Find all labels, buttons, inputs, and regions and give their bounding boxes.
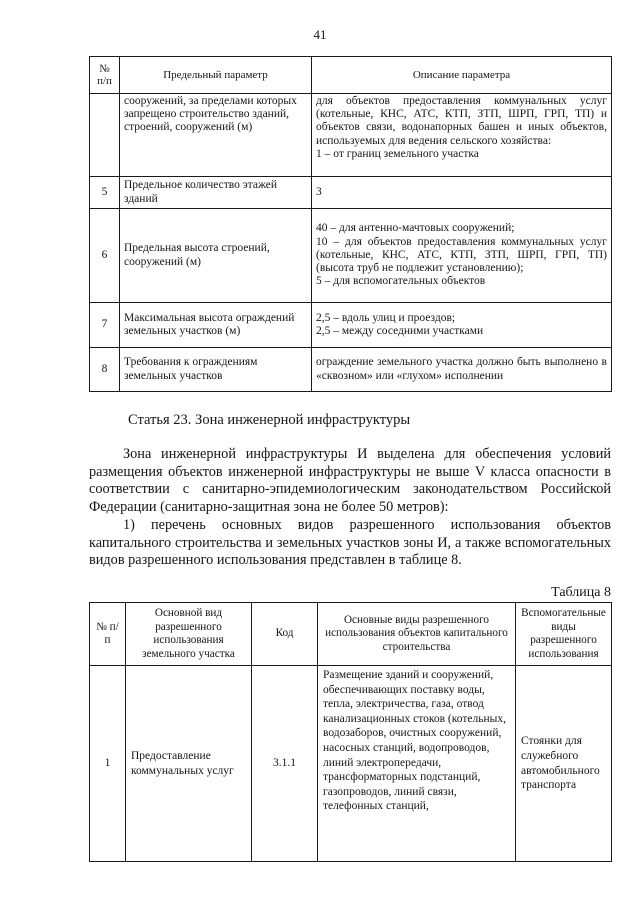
column-header-number: № п/п <box>90 57 120 94</box>
row-number: 6 <box>90 209 120 303</box>
description-cell: 40 – для антенно-мачтовых сооружений; 10 – для объектов предоставления коммунальных услуг (котельные, КНС, АТС, КТП, ЗТП, ШРП, ГРП, ТП) (высота труб не подлежит установлению); 5 – для вспомогательных объектов <box>312 209 612 303</box>
table-row <box>90 177 612 209</box>
column-header-number: № п/п <box>90 603 126 666</box>
description-cell: 3 <box>312 177 612 209</box>
table-header-row <box>90 603 612 666</box>
row-number <box>90 94 120 177</box>
capital-use-cell: Размещение зданий и сооружений, обеспечивающих поставку воды, тепла, электричества, газа, отвод канализационных стоков (котельных, водозаборов, очистных сооружений, насосных станций, водопроводов, линий электропередачи, трансформаторных подстанций, газопроводов, линий связи, телефонных станций, <box>318 666 516 862</box>
code-cell: 3.1.1 <box>252 666 318 862</box>
row-number: 5 <box>90 177 120 209</box>
parameter-cell: Предельная высота строений, сооружений (м) <box>120 209 312 303</box>
description-cell: 2,5 – вдоль улиц и проездов; 2,5 – между соседними участками <box>312 303 612 348</box>
parameter-cell: Максимальная высота ограждений земельных участков (м) <box>120 303 312 348</box>
parameter-cell: Требования к ограждениям земельных участков <box>120 348 312 392</box>
row-number: 1 <box>90 666 126 862</box>
table-row <box>90 303 612 348</box>
column-header-code: Код <box>252 603 318 666</box>
column-header-main-use: Основной вид разрешенного использования земельного участка <box>126 603 252 666</box>
article-heading: Статья 23. Зона инженерной инфраструктуры <box>128 412 411 428</box>
column-header-capital-use: Основные виды разрешенного использования объектов капитального строительства <box>318 603 516 666</box>
table-row <box>90 666 612 862</box>
parameters-table <box>89 56 612 392</box>
aux-use-cell: Стоянки для служебного автомобильного транспорта <box>516 666 612 862</box>
table-row <box>90 94 612 177</box>
parameter-cell: сооружений, за пределами которых запрещено строительство зданий, строений, сооружений (м) <box>120 94 312 177</box>
table-header-row <box>90 57 612 94</box>
column-header-description: Описание параметра <box>312 57 612 94</box>
main-use-cell: Предоставление коммунальных услуг <box>126 666 252 862</box>
zone-description-paragraph: Зона инженерной инфраструктуры И выделена для обеспечения условий размещения объектов инженерной инфраструктуры не выше V класса опасности в соответствии с санитарно-эпидемиологическим законодательством Российской Федерации (санитарно-защитная зона не более 50 метров): <box>89 446 611 515</box>
description-cell: ограждение земельного участка должно быть выполнено в «сквозном» или «глухом» исполнении <box>312 348 612 392</box>
row-number: 8 <box>90 348 120 392</box>
permitted-uses-table <box>89 602 612 862</box>
table-caption: Таблица 8 <box>551 585 611 600</box>
table-row <box>90 209 612 303</box>
page-number: 41 <box>313 27 327 42</box>
description-cell: для объектов предоставления коммунальных услуг (котельные, КНС, АТС, КТП, ЗТП, ШРП, ГРП, ТП) и объектов связи, водонапорных башен и иных объектов, используемых для ведения сельского хозяйства: 1 – от границ земельного участка <box>312 94 612 177</box>
column-header-parameter: Предельный параметр <box>120 57 312 94</box>
parameter-cell: Предельное количество этажей зданий <box>120 177 312 209</box>
column-header-aux-use: Вспомогательные виды разрешенного использования <box>516 603 612 666</box>
permitted-uses-paragraph: 1) перечень основных видов разрешенного использования объектов капитального строительства и земельных участков зоны И, а также вспомогательных видов разрешенного использования представлен в таблице 8. <box>89 517 611 569</box>
row-number: 7 <box>90 303 120 348</box>
table-row <box>90 348 612 392</box>
